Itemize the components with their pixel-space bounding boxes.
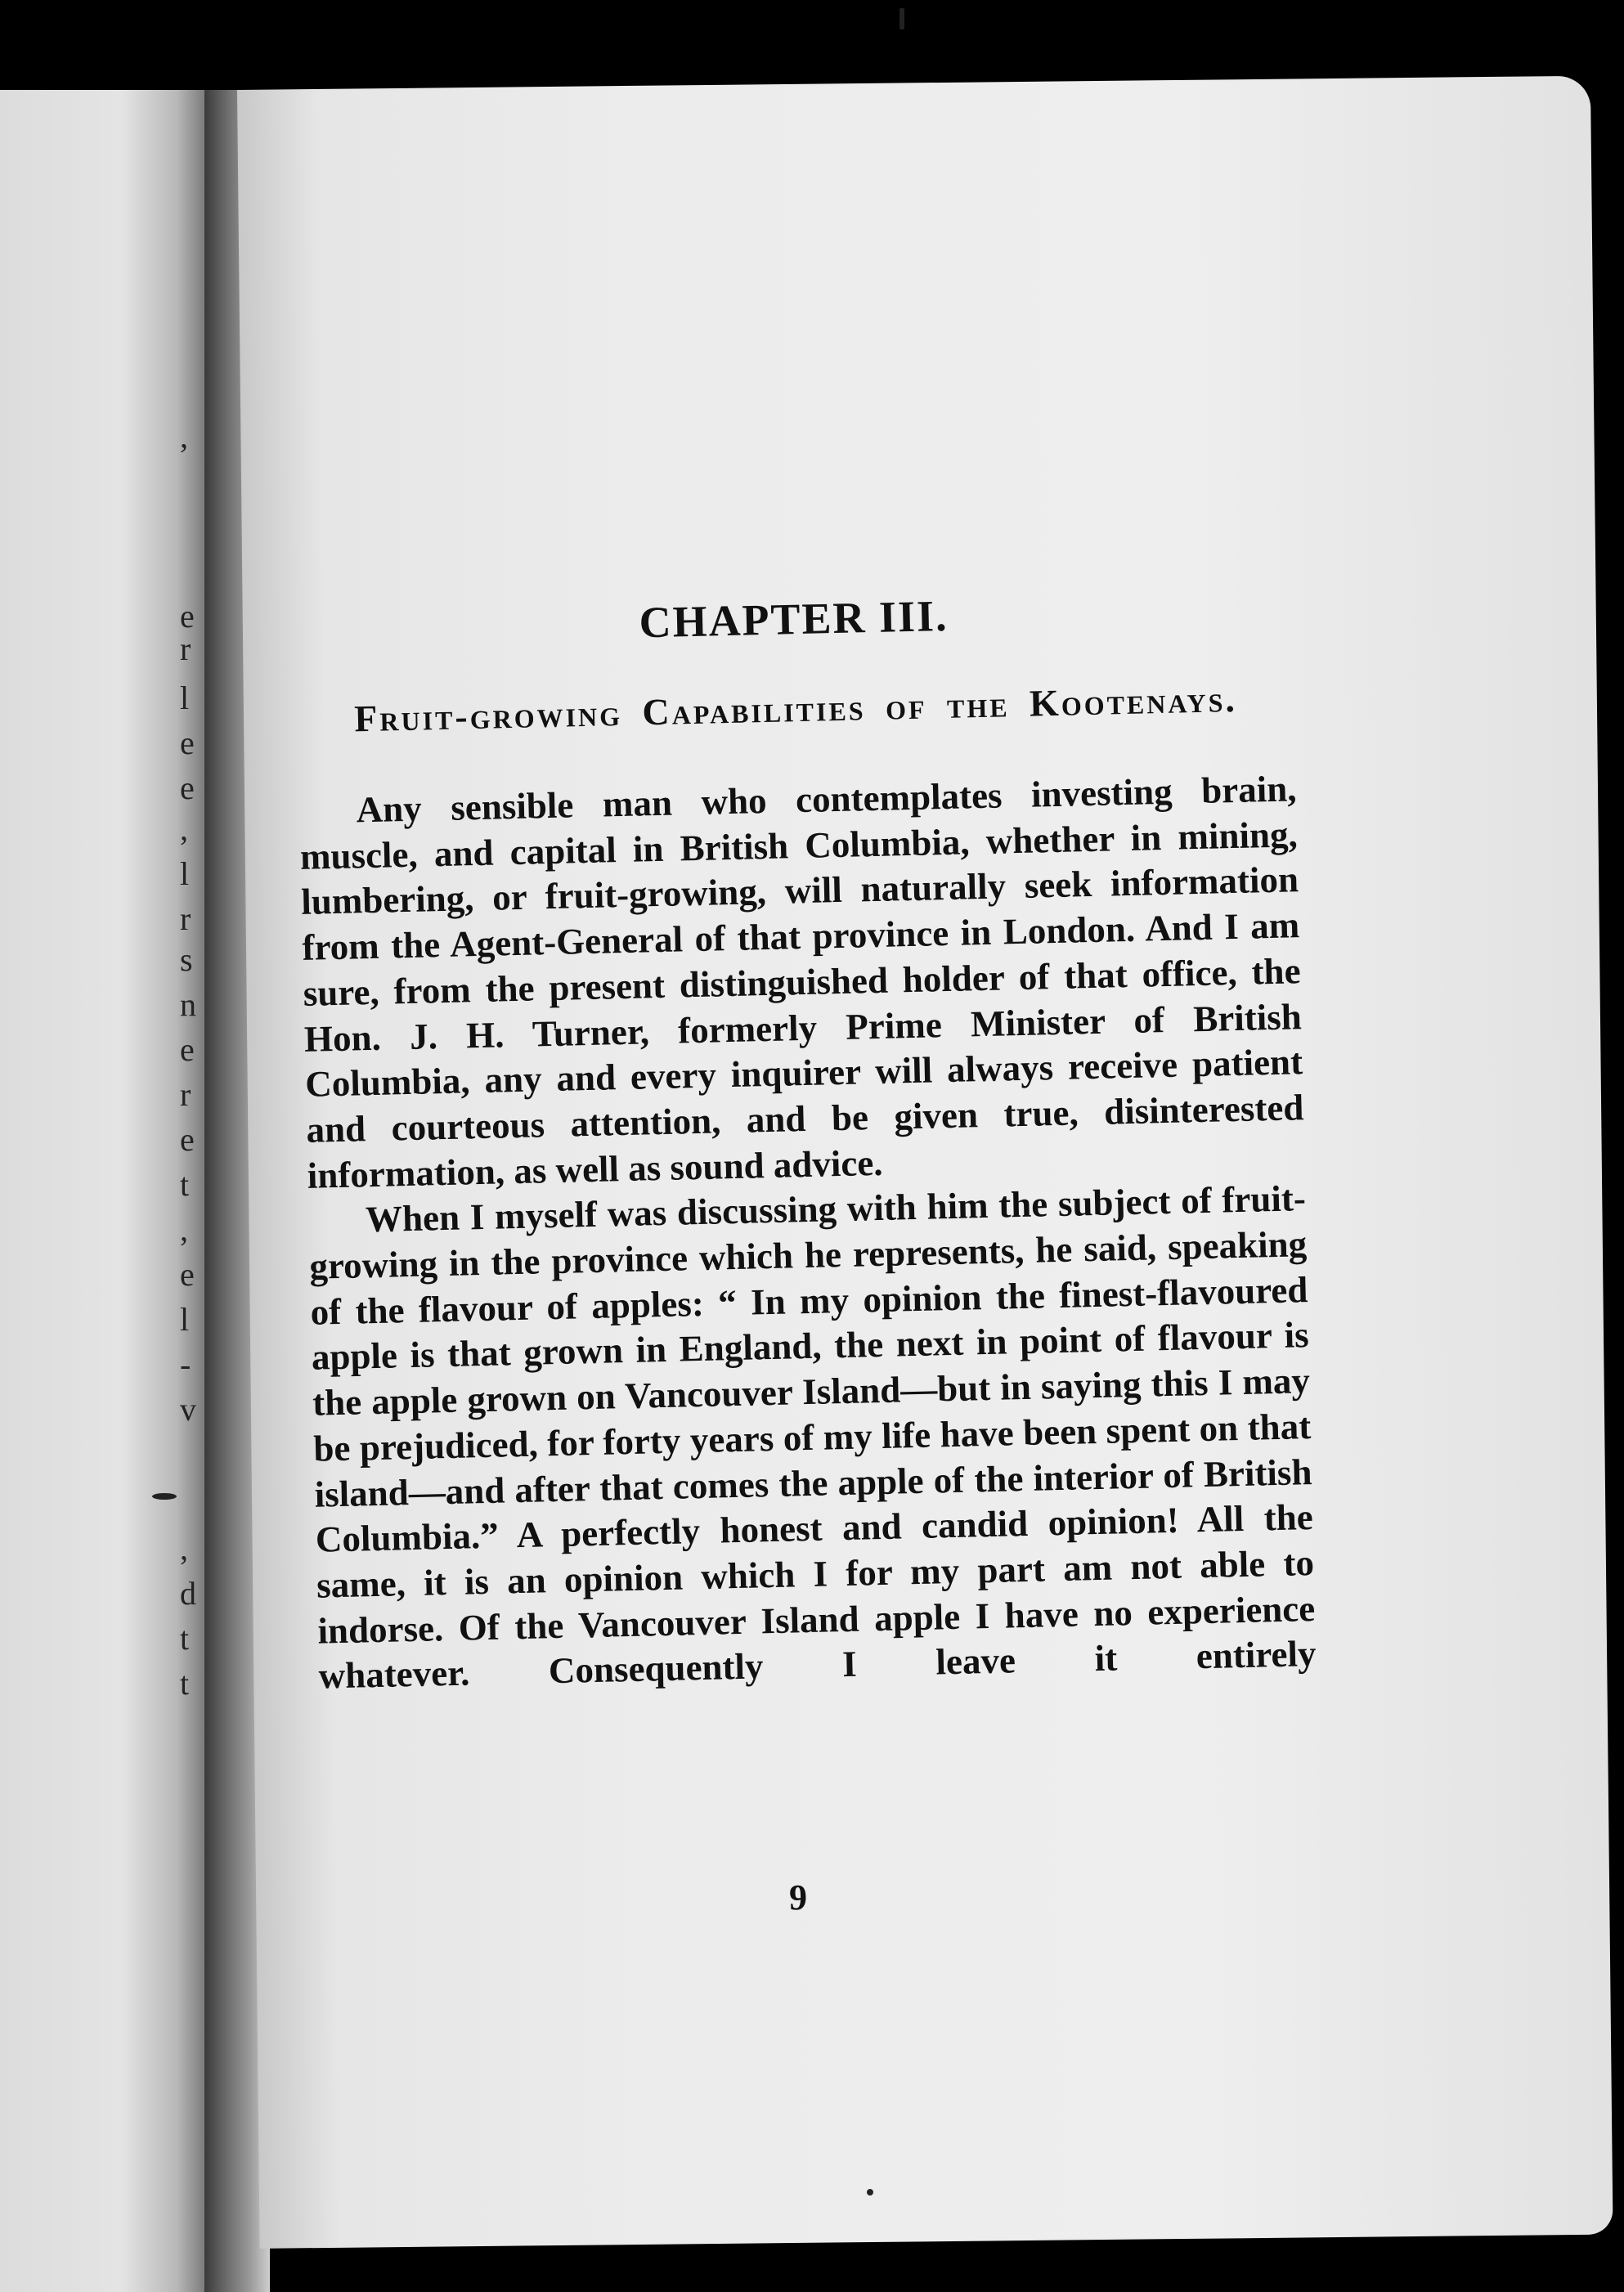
- page-number: 9: [789, 1877, 807, 1917]
- edge-char: l: [180, 680, 190, 716]
- edge-char: ,: [180, 1530, 188, 1567]
- edge-char: r: [180, 630, 191, 667]
- edge-char: n: [180, 986, 196, 1023]
- edge-char: l: [180, 1301, 190, 1338]
- edge-char: s: [180, 941, 193, 978]
- edge-char: ,: [180, 418, 188, 455]
- edge-char: l: [180, 855, 190, 892]
- print-speck: [867, 2189, 873, 2196]
- edge-char: e: [180, 1121, 195, 1158]
- facing-page-edge: [0, 90, 221, 2292]
- edge-char: t: [180, 1620, 190, 1657]
- facing-page-cut-text: [180, 90, 204, 2292]
- edge-char: r: [180, 1076, 191, 1113]
- edge-char: e: [180, 598, 195, 635]
- edge-char: e: [180, 769, 195, 806]
- paragraph: Any sensible man who contemplates investing brain, muscle, and capital in British Columbia, whether in mining, lumbering, or fruit-growing, will naturally seek information from the Agent-General of that province in London. And I am sure, from the present distinguished holder of that office, the Hon. J. H. Turner, formerly Prime Minister of British Columbia, any and every inquirer will always receive patient and courteous attention, and be given true, disinterested information, as well as sound advice.: [299, 768, 1304, 1196]
- edge-char: -: [180, 1346, 191, 1383]
- page-text-block: [294, 582, 1317, 1699]
- section-heading: Fruit-growing Capabilities of the Kootenays.: [353, 677, 1238, 740]
- chapter-heading: CHAPTER III.: [638, 590, 949, 648]
- edge-char: e: [180, 1031, 195, 1068]
- edge-char: e: [180, 724, 195, 761]
- print-speck: [152, 1493, 177, 1500]
- edge-char: r: [180, 900, 191, 937]
- edge-char: d: [180, 1575, 196, 1612]
- edge-char: t: [180, 1665, 190, 1702]
- edge-char: e: [180, 1256, 195, 1293]
- paragraph: When I myself was discussing with him the subject of fruit-growing in the province which he represents, he said, speaking of the flavour of apples: “ In my opinion the finest-flavoured apple is that grown in England, the next in point of flavour is the apple grown on Vancouver Island—but in saying this I may be prejudiced, for forty years of my life have been spent on that island—and after that comes the apple of the interior of British Columbia.” A perfectly honest and candid opinion! All the same, it is an opinion which I for my part am not able to indorse. Of the Vancouver Island apple I have no experience whatever. Consequently I leave it entirely: [308, 1177, 1317, 1698]
- edge-char: t: [180, 1166, 190, 1203]
- edge-char: ,: [180, 1211, 188, 1248]
- edge-char: ,: [180, 810, 188, 847]
- edge-char: v: [180, 1391, 196, 1428]
- print-speck: [899, 8, 904, 29]
